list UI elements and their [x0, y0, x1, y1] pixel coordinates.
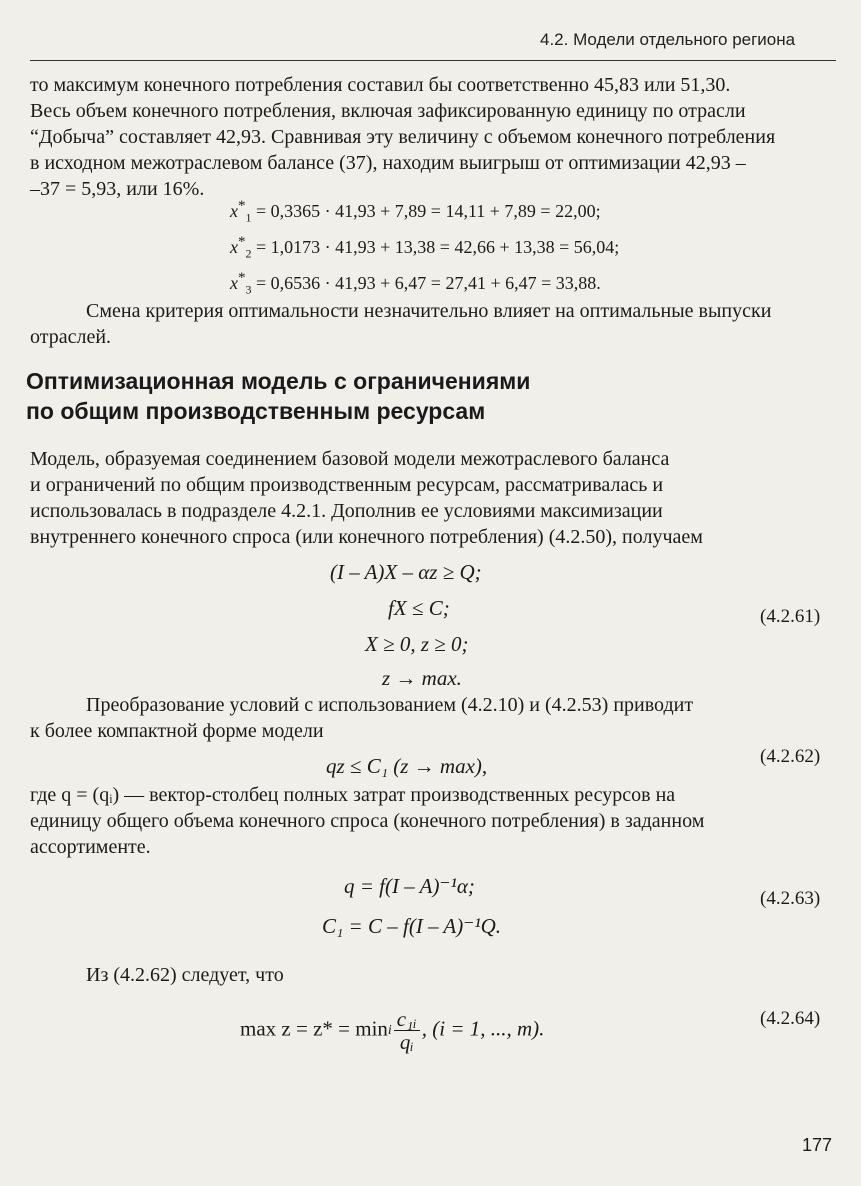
min-subscript: [388, 1021, 392, 1041]
equation-lhs: max z = z* = min: [240, 1016, 388, 1041]
equation-x3: $x^*_3 = 0,6536 \cdot 41,93 + 6,47 = 27,41 + 6,47 = 33,88$.: [230, 270, 601, 297]
text-line: “Добыча” составляет 42,93. Сравнивая эту величину с объемом конечного потребления: [30, 126, 776, 148]
equation-number: (4.2.63): [760, 888, 821, 909]
section-heading-line: по общим производственным ресурсам: [26, 398, 486, 424]
intro-paragraph: [30, 72, 836, 202]
equation-4-2-63-line1: q = f(I – A)⁻¹α;: [344, 874, 475, 898]
index-range: , (i = 1, ..., m).: [421, 1016, 545, 1041]
text-line: Преобразование условий с использованием (4.2.10) и (4.2.53) приводит: [86, 694, 694, 716]
section-heading-line: Оптимизационная модель с ограничениями: [26, 368, 531, 394]
system-line: (I – A)X – αz ≥ Q;: [330, 560, 482, 584]
equation-x1: $x^*_1 = 0,3365 \cdot 41,93 + 7,89 = 14,11 + 7,89 = 22,00$;: [230, 198, 601, 225]
page-number: 177: [802, 1135, 833, 1155]
follows-paragraph: [30, 962, 836, 988]
equation-number: (4.2.62): [760, 746, 821, 767]
text-line: использовалась в подразделе 4.2.1. Дополнив ее условиями максимизации: [30, 500, 663, 522]
text-line: то максимум конечного потребления составил бы соответственно 45,83 или 51,30.: [30, 74, 731, 96]
text-line: Смена критерия оптимальности незначительно влияет на оптимальные выпуски: [86, 300, 772, 322]
system-line: X ≥ 0, z ≥ 0;: [365, 632, 469, 656]
text-line: Модель, образуемая соединением базовой модели межотраслевого баланса: [30, 448, 670, 470]
text-line: –37 = 5,93, или 16%.: [30, 178, 205, 200]
fraction: [394, 1008, 420, 1053]
text-line: где q = (qᵢ) — вектор-столбец полных затрат производственных ресурсов на: [30, 784, 676, 806]
text-line: ассортименте.: [30, 836, 151, 858]
transform-paragraph: [30, 692, 836, 744]
header-rule: [30, 60, 836, 61]
text-line: в исходном межотраслевом балансе (37), находим выигрыш от оптимизации 42,93 –: [30, 152, 746, 174]
equation-number: (4.2.64): [760, 1008, 821, 1029]
system-line: z → max.: [382, 666, 462, 690]
section-heading: [26, 366, 530, 426]
criterion-paragraph: [30, 298, 836, 350]
model-paragraph: [30, 446, 836, 550]
fraction-numerator: c₁ᵢ: [394, 1008, 420, 1031]
equation-4-2-63-line2: C₁ = C – f(I – A)⁻¹Q.: [322, 914, 502, 938]
text-line: к более компактной форме модели: [30, 720, 324, 742]
text-line: и ограничений по общим производственным ресурсам, рассматривалась и: [30, 474, 664, 496]
fraction-denominator: qᵢ: [399, 1030, 414, 1054]
text-line: внутреннего конечного спроса (или конечного потребления) (4.2.50), получаем: [30, 526, 703, 548]
equation-4-2-62: qz ≤ C₁ (z → max),: [326, 754, 488, 778]
where-paragraph: [30, 782, 836, 860]
text-line: единицу общего объема конечного спроса (конечного потребления) в заданном: [30, 810, 705, 832]
min-index: i: [387, 1022, 392, 1038]
equation-4-2-64: [240, 1008, 544, 1053]
text-line: отраслей.: [30, 326, 112, 348]
equation-number: (4.2.61): [760, 606, 821, 627]
equation-x2: $x^*_2 = 1,0173 \cdot 41,93 + 13,38 = 42,66 + 13,38 = 56,04$;: [230, 234, 620, 261]
text-line: Из (4.2.62) следует, что: [86, 964, 284, 986]
running-head: 4.2. Модели отдельного региона: [540, 30, 796, 49]
system-line: fX ≤ C;: [388, 596, 450, 620]
text-line: Весь объем конечного потребления, включая зафиксированную единицу по отрасли: [30, 100, 746, 122]
